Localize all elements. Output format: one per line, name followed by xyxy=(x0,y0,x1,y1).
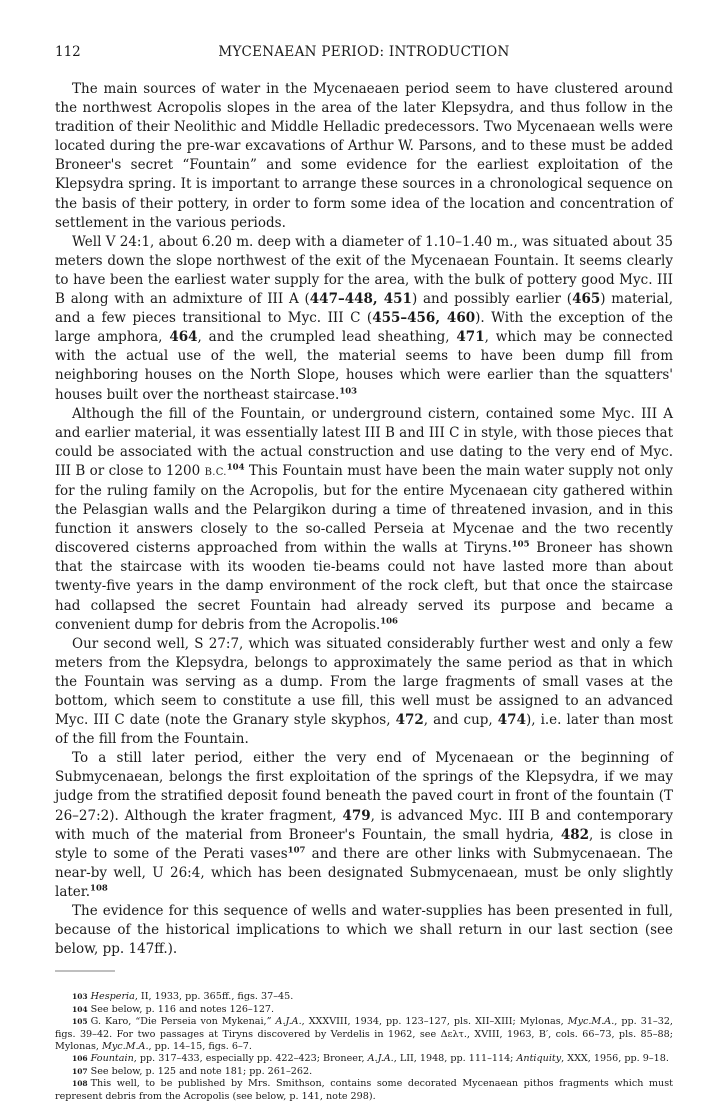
text-run: Although the fill of the Fountain, or underground cistern, contained some Myc. III A and earlier material, it was essentially latest III B and III C in style, with those pieces that could be associated with the actual construction and use dating to the very end of Myc. III B or close to 1200 xyxy=(55,405,673,479)
footnote-105 xyxy=(55,1016,673,1053)
text-run: To a still later period, either the very end of Mycenaean or the beginning of Submycenaean, belongs the first exploitation of the springs of the Klepsydra, if we may judge from the stratified deposit found beneath the paved court in front of the fountain (T 26–27:2). Although the krater fragment, xyxy=(55,750,673,824)
italic-citation: Hesperia xyxy=(90,991,135,1003)
italic-citation: A.J.A. xyxy=(367,1053,394,1065)
text-run: , is advanced Myc. III B and contemporary with much of the material from Broneer's Fountain, the small hydria, xyxy=(55,807,673,843)
footnote-108 xyxy=(55,1078,673,1103)
catalogue-number: 472 xyxy=(395,712,424,729)
text-run: , II, 1933, pp. 365ff., figs. 37–45. xyxy=(134,991,294,1003)
text-run: ), i.e. later than most of the fill from the Fountain. xyxy=(55,712,673,748)
text-run: , XXXVIII, 1934, pp. 123–127, pls. XII–XIII; Mylonas, xyxy=(301,1016,568,1028)
text-run: The main sources of water in the Mycenaeaen period seem to have clustered around the northwest Acropolis slopes in the area of the later Klepsydra, and thus follow in the tradition of their Neolithic and Middle Helladic predecessors. Two Mycenaean wells were located during the pre-war excavations of Arthur W. Parsons, and to these must be added Broneer's secret “Fountain” and some evidence for the earliest exploitation of the Klepsydra spring. It is important to arrange these sources in a chronological sequence on the basis of their pottery, in order to form some idea of the location and concentration of settlement in the various periods. xyxy=(55,81,673,231)
footnote-ref[interactable]: 105 xyxy=(511,539,530,550)
footnote-ref[interactable]: 103 xyxy=(339,386,358,396)
catalogue-number: 482 xyxy=(560,826,589,843)
footnote-rule xyxy=(55,959,115,978)
footnote-number: 108 xyxy=(72,1079,88,1089)
text-run: , which may be connected with the actual use of the well, the material seems to have been dump fill from neighboring houses on the North Slope, houses which were earlier than the squatters' houses built over the northeast staircase. xyxy=(55,329,674,403)
footnote-number: 106 xyxy=(72,1054,88,1064)
small-caps: B.C. xyxy=(204,466,227,478)
text-run: The evidence for this sequence of wells and water-supplies has been presented in full, because of the historical implications to which we shall return in our last section (see below, pp. 147ff.). xyxy=(55,903,673,958)
body-text xyxy=(55,80,673,959)
paragraph-6 xyxy=(55,902,673,959)
text-run: , pp. 317–433, especially pp. 422–423; Broneer, xyxy=(133,1053,368,1065)
footnote-number: 105 xyxy=(72,1017,88,1027)
italic-citation: Myc.M.A. xyxy=(102,1040,149,1052)
text-run: See below, p. 116 and notes 126–127. xyxy=(90,1003,275,1015)
footnote-number: 103 xyxy=(72,992,88,1002)
italic-citation: Fountain xyxy=(90,1053,134,1065)
footnote-number: 104 xyxy=(72,1004,88,1014)
footnote-rule-line xyxy=(55,968,115,974)
page-number: 112 xyxy=(55,44,81,60)
text-run: Our second well, S 27:7, which was situated considerably further west and only a few meters from the Klepsydra, belongs to approximately the same period as that in which the Fountain was serving as a dump. From the large fragments of small vases at the bottom, which seem to constitute a use fill, this well must be assigned to an advanced Myc. III C date (note the Granary style skyphos, xyxy=(55,635,673,729)
text-run: ). With the exception of the large amphora, xyxy=(55,310,673,346)
text-run: , pp. 31–32, figs. 39–42. For two passages at Tiryns discovered by Verdelis in 1962, see Δελτ., XVIII, 1963, B′, cols. 66–73, pls. 85–88; Mylonas, xyxy=(55,1016,673,1052)
text-run: G. Karo, “Die Perseia von Mykenai,” xyxy=(90,1016,276,1028)
footnote-ref[interactable]: 104 xyxy=(226,462,245,473)
page xyxy=(55,44,673,1103)
footnotes xyxy=(55,991,673,1103)
footnote-number: 107 xyxy=(72,1066,88,1076)
text-run: Broneer has shown that the staircase with its wooden tie-beams could not have lasted more than about twenty-five years in the damp environment of the rock cleft, but that once the staircase had collapsed the secret Fountain had already served its purpose and became a convenient dump for debris from the Acropolis. xyxy=(55,540,673,633)
catalogue-number: 471 xyxy=(456,329,485,346)
text-run: , is close in style to some of the Perati vases xyxy=(55,826,673,862)
footnote-104 xyxy=(55,1004,673,1016)
paragraph-1 xyxy=(55,80,673,233)
text-run: ) material, and a few pieces transitional to Myc. III C ( xyxy=(55,291,673,327)
text-run: , XXX, 1956, pp. 9–18. xyxy=(561,1053,669,1065)
text-run: , pp. 14–15, figs. 6–7. xyxy=(148,1040,252,1052)
text-run: Well V 24:1, about 6.20 m. deep with a diameter of 1.10–1.40 m., was situated about 35 meters down the slope northwest of the exit of the Mycenaean Fountain. It seems clearly to have been the earliest water supply for the area, with the bulk of pottery good Myc. III B along with an admixture of III A ( xyxy=(55,233,673,308)
footnote-ref[interactable]: 106 xyxy=(380,616,398,627)
text-run: This well, to be published by Mrs. Smithson, contains some decorated Mycenaean pithos fragments which must represent debris from the Acropolis (see below, p. 141, note 298). xyxy=(55,1078,673,1102)
footnote-106 xyxy=(55,1053,673,1065)
page-header xyxy=(55,44,673,68)
footnote-ref[interactable]: 108 xyxy=(90,883,108,894)
paragraph-4 xyxy=(55,635,673,750)
paragraph-2 xyxy=(55,233,673,405)
footnote-ref[interactable]: 107 xyxy=(287,845,306,856)
text-run: ) and possibly earlier ( xyxy=(411,291,573,308)
catalogue-number: 479 xyxy=(342,807,371,824)
paragraph-3 xyxy=(55,405,673,635)
text-run: , and cup, xyxy=(423,712,498,729)
catalogue-number: 464 xyxy=(169,329,198,346)
catalogue-number: 447–448, 451 xyxy=(309,291,412,308)
italic-citation: Antiquity xyxy=(516,1053,562,1065)
catalogue-number: 455–456, 460 xyxy=(372,310,476,327)
catalogue-number: 474 xyxy=(497,712,526,729)
footnote-103 xyxy=(55,991,673,1003)
text-run: and there are other links with Submycenaean. The near-by well, U 26:4, which has been designated Submycenaean, must be only slightly later. xyxy=(55,845,673,900)
paragraph-5 xyxy=(55,749,673,902)
catalogue-number: 465 xyxy=(572,291,601,308)
text-run: , LII, 1948, pp. 111–114; xyxy=(393,1053,517,1065)
text-run: , and the crumpled lead sheathing, xyxy=(197,329,457,346)
text-run: See below, p. 125 and note 181; pp. 261–262. xyxy=(90,1065,313,1077)
italic-citation: A.J.A. xyxy=(275,1016,302,1028)
footnote-107 xyxy=(55,1066,673,1078)
italic-citation: Myc.M.A. xyxy=(567,1016,615,1028)
text-run: This Fountain must have been the main water supply not only for the ruling family on the Acropolis, but for the entire Mycenaean city gathered within the Pelasgian walls and the Pelargikon during a time of threatened invasion, and in this function it answers closely to the so-called Perseia at Mycenae and the two recently discovered cisterns approached from within the walls at Tiryns. xyxy=(55,462,673,557)
running-head: MYCENAEAN PERIOD: INTRODUCTION xyxy=(218,44,510,60)
